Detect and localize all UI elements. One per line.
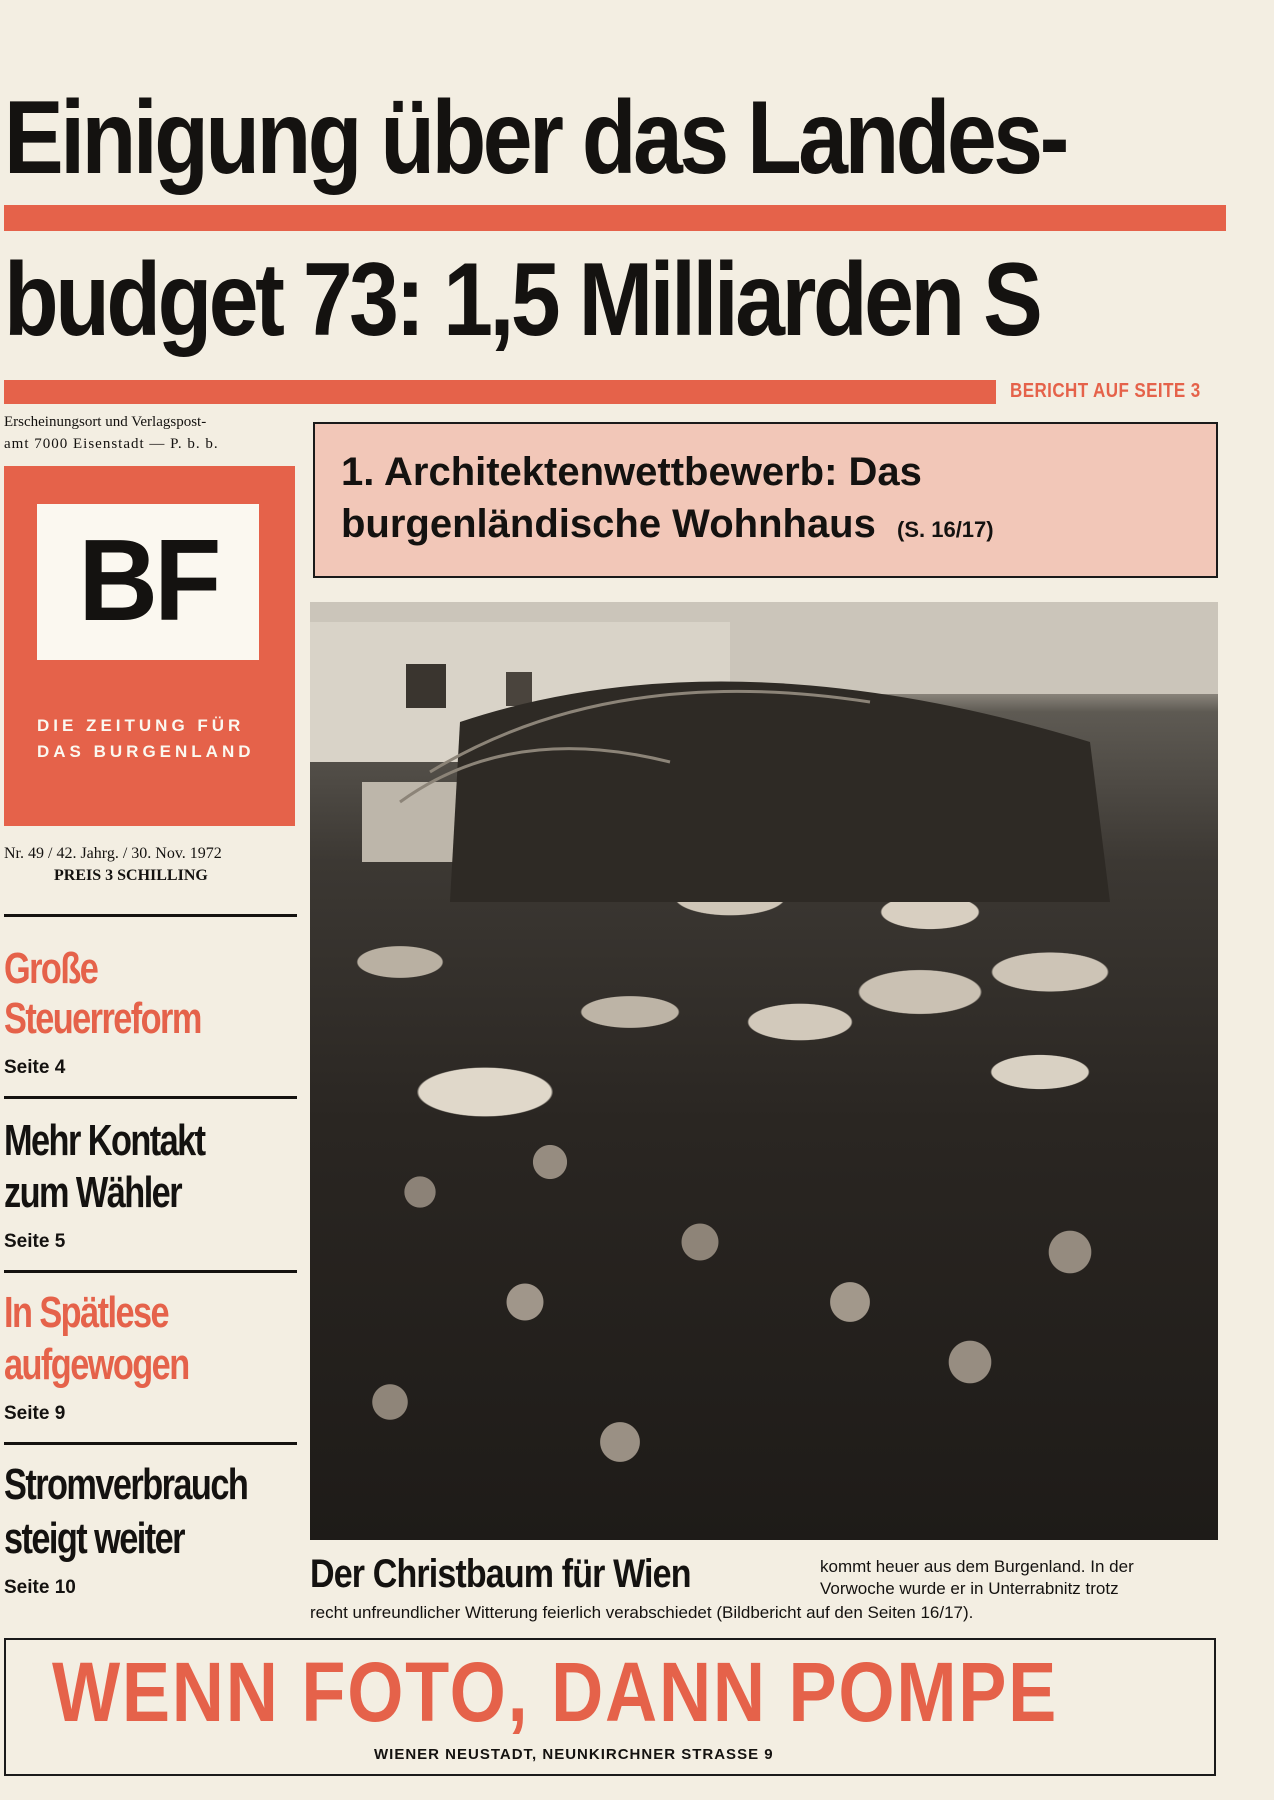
advert-box — [4, 1638, 1216, 1776]
caption-line-1: kommt heuer aus dem Burgenland. In der — [820, 1557, 1134, 1576]
teaser-4-line-2: steigt weiter — [4, 1514, 184, 1563]
caption-line-3: recht unfreundlicher Witterung feierlich verabschiedet (Bildbericht auf den Seiten 16/17). — [310, 1603, 974, 1622]
photo-christmas-tree-crowd — [310, 602, 1218, 1540]
price: PREIS 3 SCHILLING — [54, 867, 208, 884]
advert-address: WIENER NEUSTADT, NEUNKIRCHNER STRASSE 9 — [374, 1746, 774, 1763]
teaser-4-page: Seite 10 — [4, 1577, 76, 1598]
logo-text: BF — [78, 515, 218, 645]
red-divider-bar-short — [4, 380, 996, 404]
teaser-3-line-2: aufgewogen — [4, 1340, 189, 1389]
architecture-banner — [313, 422, 1218, 578]
photo-window — [506, 672, 532, 706]
red-divider-bar — [4, 205, 1226, 231]
publication-place-line-2: amt 7000 Eisenstadt — P. b. b. — [4, 436, 219, 452]
headline-line-1: Einigung über das Landes- — [4, 80, 1066, 196]
tagline-line-1: DIE ZEITUNG FÜR — [37, 716, 245, 735]
banner-line-2-text: burgenländische Wohnhaus — [341, 502, 876, 546]
banner-line-1: 1. Architektenwettbewerb: Das — [341, 450, 922, 494]
logo-block — [4, 466, 295, 826]
photo-window — [406, 664, 446, 708]
teaser-2-page: Seite 5 — [4, 1231, 66, 1252]
banner-pages: (S. 16/17) — [897, 517, 994, 542]
teaser-3-line-1: In Spätlese — [4, 1288, 169, 1337]
teaser-2-line-1: Mehr Kontakt — [4, 1116, 205, 1165]
headline-line-2: budget 73: 1,5 Milliarden S — [4, 242, 1040, 358]
publication-place-line-1: Erscheinungsort und Verlagspost- — [4, 414, 207, 430]
teaser-3-page: Seite 9 — [4, 1403, 66, 1424]
teaser-4-line-1: Stromverbrauch — [4, 1460, 248, 1509]
photo-illustration — [310, 602, 1218, 1540]
photo-tree — [450, 682, 1110, 903]
banner-line-2 — [341, 500, 994, 554]
teaser-divider — [4, 1096, 297, 1099]
logo-panel — [37, 504, 259, 660]
issue-info: Nr. 49 / 42. Jahrg. / 30. Nov. 1972 — [4, 845, 222, 862]
teaser-divider — [4, 1442, 297, 1445]
caption-line-2: Vorwoche wurde er in Unterrabnitz trotz — [820, 1579, 1119, 1598]
teaser-2-line-2: zum Wähler — [4, 1168, 181, 1217]
teaser-1-page: Seite 4 — [4, 1057, 66, 1078]
teaser-1-line-1: Große — [4, 944, 98, 993]
tagline-line-2: DAS BURGENLAND — [37, 742, 255, 761]
teaser-divider — [4, 914, 297, 917]
caption-headline: Der Christbaum für Wien — [310, 1552, 691, 1596]
report-reference: BERICHT AUF SEITE 3 — [1010, 380, 1201, 402]
teaser-1-line-2: Steuerreform — [4, 994, 201, 1043]
teaser-divider — [4, 1270, 297, 1273]
advert-slogan: WENN FOTO, DANN POMPE — [52, 1645, 1059, 1739]
